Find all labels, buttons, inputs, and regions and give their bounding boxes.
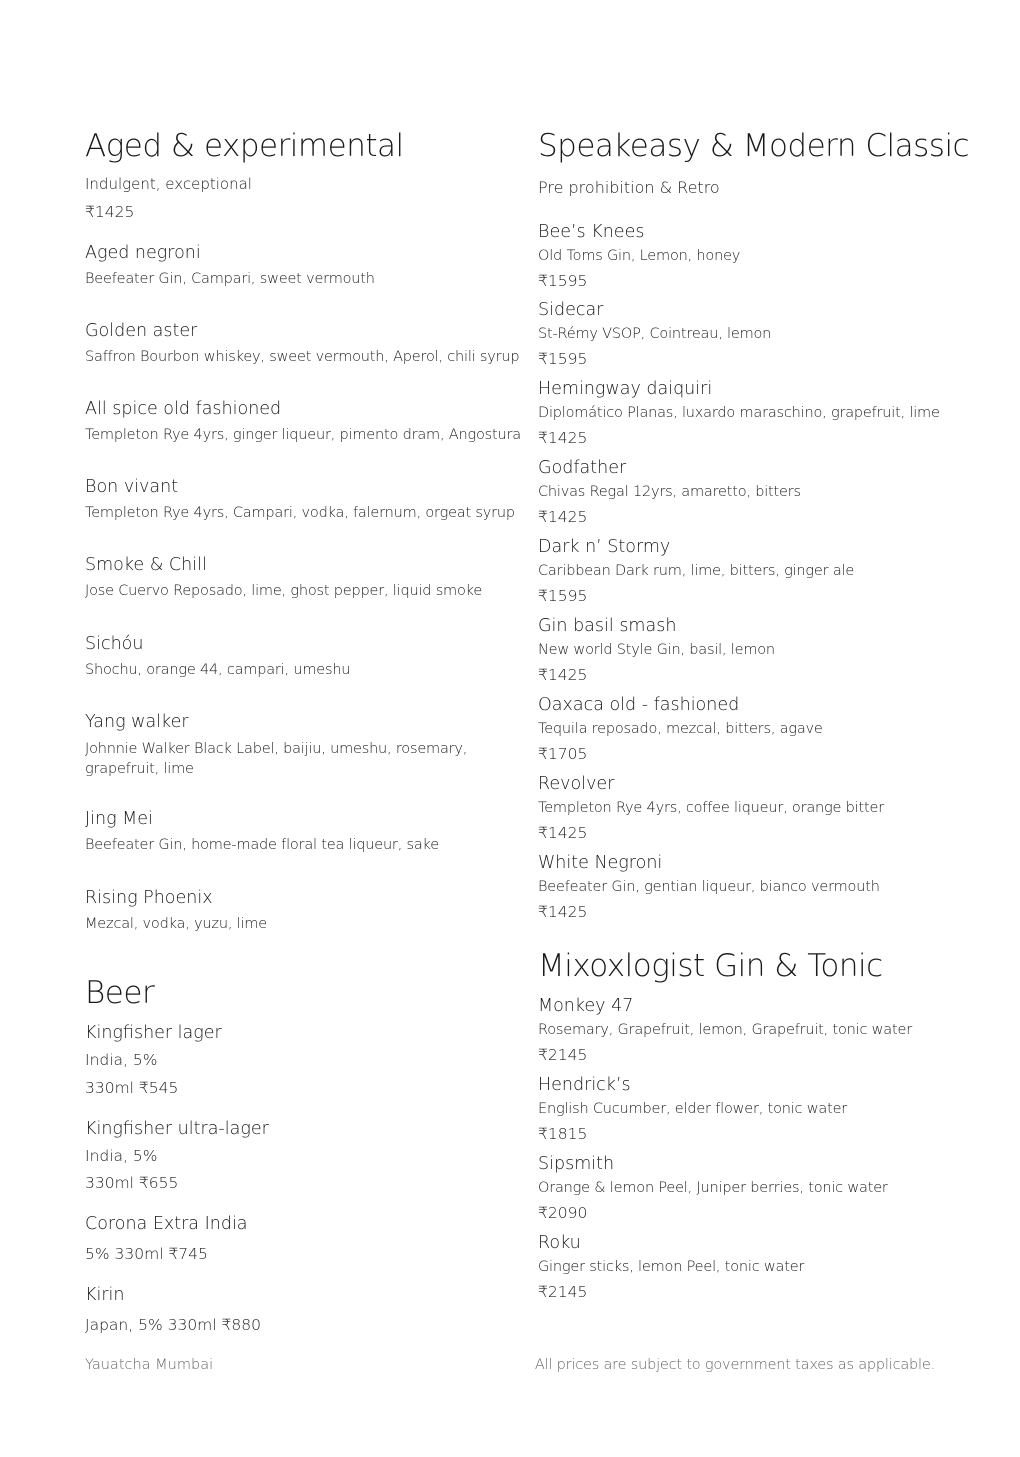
section-subtitle-speakeasy: Pre prohibition & Retro bbox=[538, 178, 720, 197]
menu-item-desc: Chivas Regal 12yrs, amaretto, bitters bbox=[538, 484, 801, 500]
menu-item-desc: Caribbean Dark rum, lime, bitters, ginger ale bbox=[538, 563, 855, 579]
menu-item-name: Golden aster bbox=[85, 321, 198, 341]
menu-item-desc: Templeton Rye 4yrs, coffee liqueur, orange bitter bbox=[538, 800, 884, 816]
menu-item-desc: Old Toms Gin, Lemon, honey bbox=[538, 248, 741, 264]
menu-item-name: All spice old fashioned bbox=[85, 399, 282, 419]
section-title-aged: Aged & experimental bbox=[85, 128, 404, 164]
menu-item-name: Monkey 47 bbox=[538, 996, 634, 1016]
menu-item-price: ₹1425 bbox=[538, 824, 588, 842]
menu-item-desc: Rosemary, Grapefruit, lemon, Grapefruit, tonic water bbox=[538, 1022, 912, 1038]
section-title-speakeasy: Speakeasy & Modern Classic bbox=[538, 128, 970, 164]
menu-item-price: Japan, 5% 330ml ₹880 bbox=[85, 1316, 261, 1334]
menu-item-desc: Diplomático Planas, luxardo maraschino, grapefruit, lime bbox=[538, 405, 940, 421]
menu-item-desc: Johnnie Walker Black Label, baijiu, umeshu, rosemary, grapefruit, lime bbox=[85, 741, 468, 777]
menu-item-desc: Ginger sticks, lemon Peel, tonic water bbox=[538, 1259, 805, 1275]
menu-item-price: ₹2090 bbox=[538, 1204, 588, 1222]
menu-item-name: Rising Phoenix bbox=[85, 888, 213, 908]
menu-item-price: 330ml ₹545 bbox=[85, 1079, 179, 1097]
menu-item-origin: India, 5% bbox=[85, 1147, 158, 1165]
menu-item-price: ₹1595 bbox=[538, 350, 588, 368]
section-title-beer: Beer bbox=[85, 975, 155, 1011]
menu-item-price: ₹2145 bbox=[538, 1046, 588, 1064]
menu-item-origin: India, 5% bbox=[85, 1051, 158, 1069]
menu-item-price: ₹1425 bbox=[538, 903, 588, 921]
menu-item-name: Sidecar bbox=[538, 300, 604, 320]
menu-item-name: Kirin bbox=[85, 1285, 125, 1305]
menu-item-desc: English Cucumber, elder flower, tonic water bbox=[538, 1101, 848, 1117]
menu-item-desc: Beefeater Gin, Campari, sweet vermouth bbox=[85, 271, 375, 287]
menu-item-name: Jing Mei bbox=[85, 809, 153, 829]
menu-item-desc: Beefeater Gin, home-made floral tea liqueur, sake bbox=[85, 837, 439, 853]
menu-item-price: ₹1815 bbox=[538, 1125, 588, 1143]
menu-item-desc: Orange & lemon Peel, Juniper berries, tonic water bbox=[538, 1180, 888, 1196]
menu-item-desc: Templeton Rye 4yrs, ginger liqueur, pimento dram, Angostura bbox=[85, 427, 521, 443]
menu-item-desc: Jose Cuervo Reposado, lime, ghost pepper, liquid smoke bbox=[85, 583, 483, 599]
menu-item-name: Kingfisher lager bbox=[85, 1023, 222, 1043]
menu-item-name: Hendrick’s bbox=[538, 1075, 631, 1095]
menu-item-desc: Templeton Rye 4yrs, Campari, vodka, falernum, orgeat syrup bbox=[85, 505, 515, 521]
section-price-aged: ₹1425 bbox=[85, 203, 135, 221]
footer-tax-note: All prices are subject to government taxes as applicable. bbox=[534, 1357, 935, 1373]
menu-item-name: Gin basil smash bbox=[538, 616, 677, 636]
section-subtitle-aged: Indulgent, exceptional bbox=[85, 175, 252, 193]
menu-item-name: Smoke & Chill bbox=[85, 555, 207, 575]
menu-item-desc: Shochu, orange 44, campari, umeshu bbox=[85, 662, 351, 678]
menu-item-name: Corona Extra India bbox=[85, 1214, 248, 1234]
menu-item-price: ₹1425 bbox=[538, 508, 588, 526]
menu-item-price: ₹1425 bbox=[538, 429, 588, 447]
menu-item-price: ₹1425 bbox=[538, 666, 588, 684]
menu-item-name: Hemingway daiquiri bbox=[538, 379, 713, 399]
menu-item-desc: Tequila reposado, mezcal, bitters, agave bbox=[538, 721, 823, 737]
menu-item-name: Aged negroni bbox=[85, 243, 201, 263]
menu-item-name: Bee’s Knees bbox=[538, 222, 645, 242]
menu-item-desc: Mezcal, vodka, yuzu, lime bbox=[85, 916, 267, 932]
menu-item-price: ₹2145 bbox=[538, 1283, 588, 1301]
menu-item-name: Yang walker bbox=[85, 712, 189, 732]
menu-item-price: ₹1595 bbox=[538, 587, 588, 605]
menu-item-desc: St-Rémy VSOP, Cointreau, lemon bbox=[538, 326, 772, 342]
menu-item-name: Kingfisher ultra-lager bbox=[85, 1119, 269, 1139]
section-title-gin-tonic: Mixoxlogist Gin & Tonic bbox=[538, 948, 883, 984]
menu-item-name: Sipsmith bbox=[538, 1154, 615, 1174]
menu-item-desc: New world Style Gin, basil, lemon bbox=[538, 642, 775, 658]
menu-item-name: Godfather bbox=[538, 458, 627, 478]
menu-item-price: ₹1595 bbox=[538, 272, 588, 290]
menu-item-price: 5% 330ml ₹745 bbox=[85, 1245, 208, 1263]
menu-item-name: White Negroni bbox=[538, 853, 663, 873]
menu-item-name: Revolver bbox=[538, 774, 615, 794]
menu-item-desc: Beefeater Gin, gentian liqueur, bianco vermouth bbox=[538, 879, 880, 895]
footer-restaurant-name: Yauatcha Mumbai bbox=[85, 1357, 214, 1373]
menu-item-price: ₹1705 bbox=[538, 745, 588, 763]
menu-item-price: 330ml ₹655 bbox=[85, 1174, 179, 1192]
menu-item-name: Roku bbox=[538, 1233, 581, 1253]
menu-item-desc: Saffron Bourbon whiskey, sweet vermouth, Aperol, chili syrup bbox=[85, 349, 520, 365]
menu-item-name: Dark n’ Stormy bbox=[538, 537, 671, 557]
menu-item-name: Oaxaca old - fashioned bbox=[538, 695, 740, 715]
menu-item-name: Bon vivant bbox=[85, 477, 179, 497]
menu-item-name: Sichóu bbox=[85, 634, 144, 654]
